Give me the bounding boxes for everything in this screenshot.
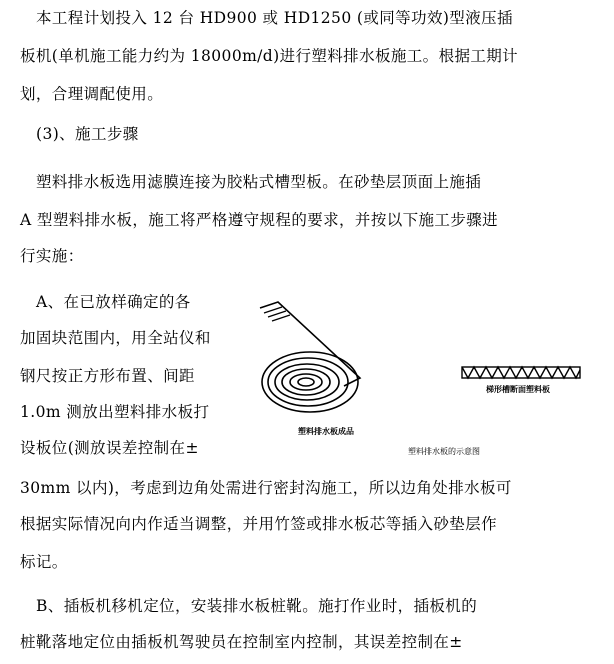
text-line: 钢尺按正方形布置、间距 [20,367,195,385]
text-line: 加固块范围内，用全站仪和 [20,329,211,347]
text-line: 行实施： [20,247,84,265]
text-line: B、插板机移机定位，安装排水板桩靴。施打作业时，插板机的 [36,597,478,615]
section-label: 梯形槽断面塑料板 [486,385,550,394]
section-heading: (3)、施工步骤 [36,125,139,143]
text-line: 本工程计划投入 12 台 HD900 或 HD1250 (或同等功效)型液压插 [36,9,513,27]
roll-label: 塑料排水板成品 [298,427,354,436]
text-line: 标记。 [20,553,68,571]
text-line: 30mm 以内)，考虑到边角处需进行密封沟施工，所以边角处排水板可 [20,479,512,497]
text-line: 根据实际情况向内作适当调整，并用竹签或排水板芯等插入砂垫层作 [20,515,498,533]
text-line: 划，合理调配使用。 [20,85,164,103]
text-line: 桩靴落地定位由插板机驾驶员在控制室内控制，其误差控制在± [20,633,463,651]
text-line: 设板位(测放误差控制在± [20,439,199,457]
drain-board-roll-illustration [248,300,378,420]
text-line: A 型塑料排水板，施工将严格遵守规程的要求，并按以下施工步骤进 [20,211,499,229]
text-line: 1.0m 测放出塑料排水板打 [20,403,210,421]
trapezoid-section-illustration [462,366,582,380]
figure-caption: 塑料排水板的示意图 [408,447,480,456]
text-line: 板机(单机施工能力约为 18000m/d)进行塑料排水板施工。根据工期计 [20,47,519,65]
text-line: 塑料排水板选用滤膜连接为胶粘式槽型板。在砂垫层顶面上施插 [36,173,482,191]
text-line: A、在已放样确定的各 [36,293,191,311]
